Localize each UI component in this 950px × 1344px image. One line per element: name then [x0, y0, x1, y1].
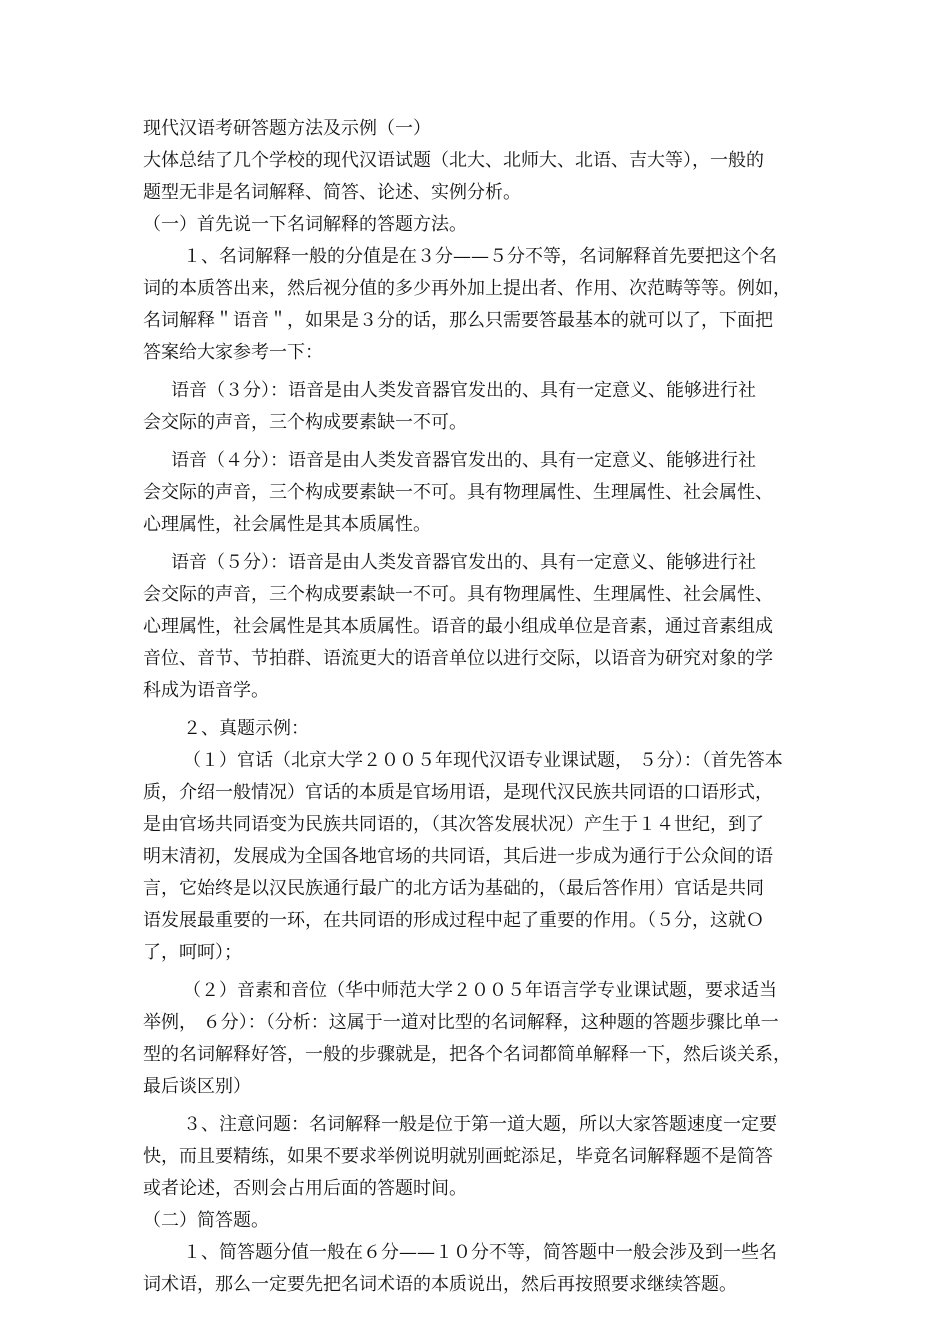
- text-line: 会交际的声音，三个构成要素缺一不可。具有物理属性、生理属性、社会属性、: [143, 482, 773, 503]
- text-line: （２）音素和音位（华中师范大学２００５年语言学专业课试题，要求适当: [183, 980, 777, 1001]
- text-line: 最后谈区别）: [143, 1076, 251, 1097]
- text-line: 词术语，那么一定要先把名词术语的本质说出，然后再按照要求继续答题。: [143, 1274, 737, 1295]
- text-line: 科成为语音学。: [143, 680, 269, 701]
- text-line: 答案给大家参考一下：: [143, 342, 323, 363]
- text-line: 会交际的声音，三个构成要素缺一不可。具有物理属性、生理属性、社会属性、: [143, 584, 773, 605]
- text-line: 举例， ６分）：（分析：这属于一道对比型的名词解释，这种题的答题步骤比单一: [143, 1012, 779, 1033]
- text-line: （一）首先说一下名词解释的答题方法。: [143, 214, 467, 235]
- text-line: （１）官话（北京大学２００５年现代汉语专业课试题， ５分）：（首先答本: [183, 750, 783, 771]
- text-line: 名词解释＂语音＂，如果是３分的话，那么只需要答最基本的就可以了，下面把: [143, 310, 773, 331]
- text-line: 是由官场共同语变为民族共同语的，（其次答发展状况）产生于１４世纪，到了: [143, 814, 764, 835]
- text-line: １、简答题分值一般在６分——１０分不等，简答题中一般会涉及到一些名: [183, 1242, 777, 1263]
- text-line: 语音（５分）：语音是由人类发音器官发出的、具有一定意义、能够进行社: [171, 552, 756, 573]
- text-line: 言，它始终是以汉民族通行最广的北方话为基础的，（最后答作用）官话是共同: [143, 878, 764, 899]
- text-line: 会交际的声音，三个构成要素缺一不可。: [143, 412, 467, 433]
- text-line: 大体总结了几个学校的现代汉语试题（北大、北师大、北语、吉大等），一般的: [143, 150, 764, 171]
- text-line: 词的本质答出来，然后视分值的多少再外加上提出者、作用、次范畴等等。例如，: [143, 278, 791, 299]
- text-line: ３、注意问题：名词解释一般是位于第一道大题，所以大家答题速度一定要: [183, 1114, 777, 1135]
- text-line: 题型无非是名词解释、简答、论述、实例分析。: [143, 182, 521, 203]
- text-line: 快，而且要精练，如果不要求举例说明就别画蛇添足，毕竟名词解释题不是简答: [143, 1146, 773, 1167]
- text-line: 心理属性，社会属性是其本质属性。: [143, 514, 431, 535]
- paragraph-lines: [143, 145, 809, 1301]
- document-title: 现代汉语考研答题方法及示例（一）: [143, 118, 431, 139]
- text-line: 心理属性，社会属性是其本质属性。语音的最小组成单位是音素，通过音素组成: [143, 616, 773, 637]
- text-line: 型的名词解释好答，一般的步骤就是，把各个名词都简单解释一下，然后谈关系，: [143, 1044, 791, 1065]
- text-line: 质，介绍一般情况）官话的本质是官场用语，是现代汉民族共同语的口语形式，: [143, 782, 773, 803]
- document-body: [143, 113, 809, 1301]
- text-line: 了，呵呵）；: [143, 942, 242, 963]
- text-line: １、名词解释一般的分值是在３分——５分不等，名词解释首先要把这个名: [183, 246, 777, 267]
- text-line: 或者论述，否则会占用后面的答题时间。: [143, 1178, 467, 1199]
- text-line: 语音（３分）：语音是由人类发音器官发出的、具有一定意义、能够进行社: [171, 380, 756, 401]
- text-line: ２、真题示例：: [183, 718, 309, 739]
- text-line: 语音（４分）：语音是由人类发音器官发出的、具有一定意义、能够进行社: [171, 450, 756, 471]
- text-line: 明末清初，发展成为全国各地官场的共同语，其后进一步成为通行于公众间的语: [143, 846, 773, 867]
- text-line: 音位、音节、节拍群、语流更大的语音单位以进行交际，以语音为研究对象的学: [143, 648, 773, 669]
- text-line: 语发展最重要的一环，在共同语的形成过程中起了重要的作用。（５分，这就Ｏ: [143, 910, 764, 931]
- text-line: （二）简答题。: [143, 1210, 269, 1231]
